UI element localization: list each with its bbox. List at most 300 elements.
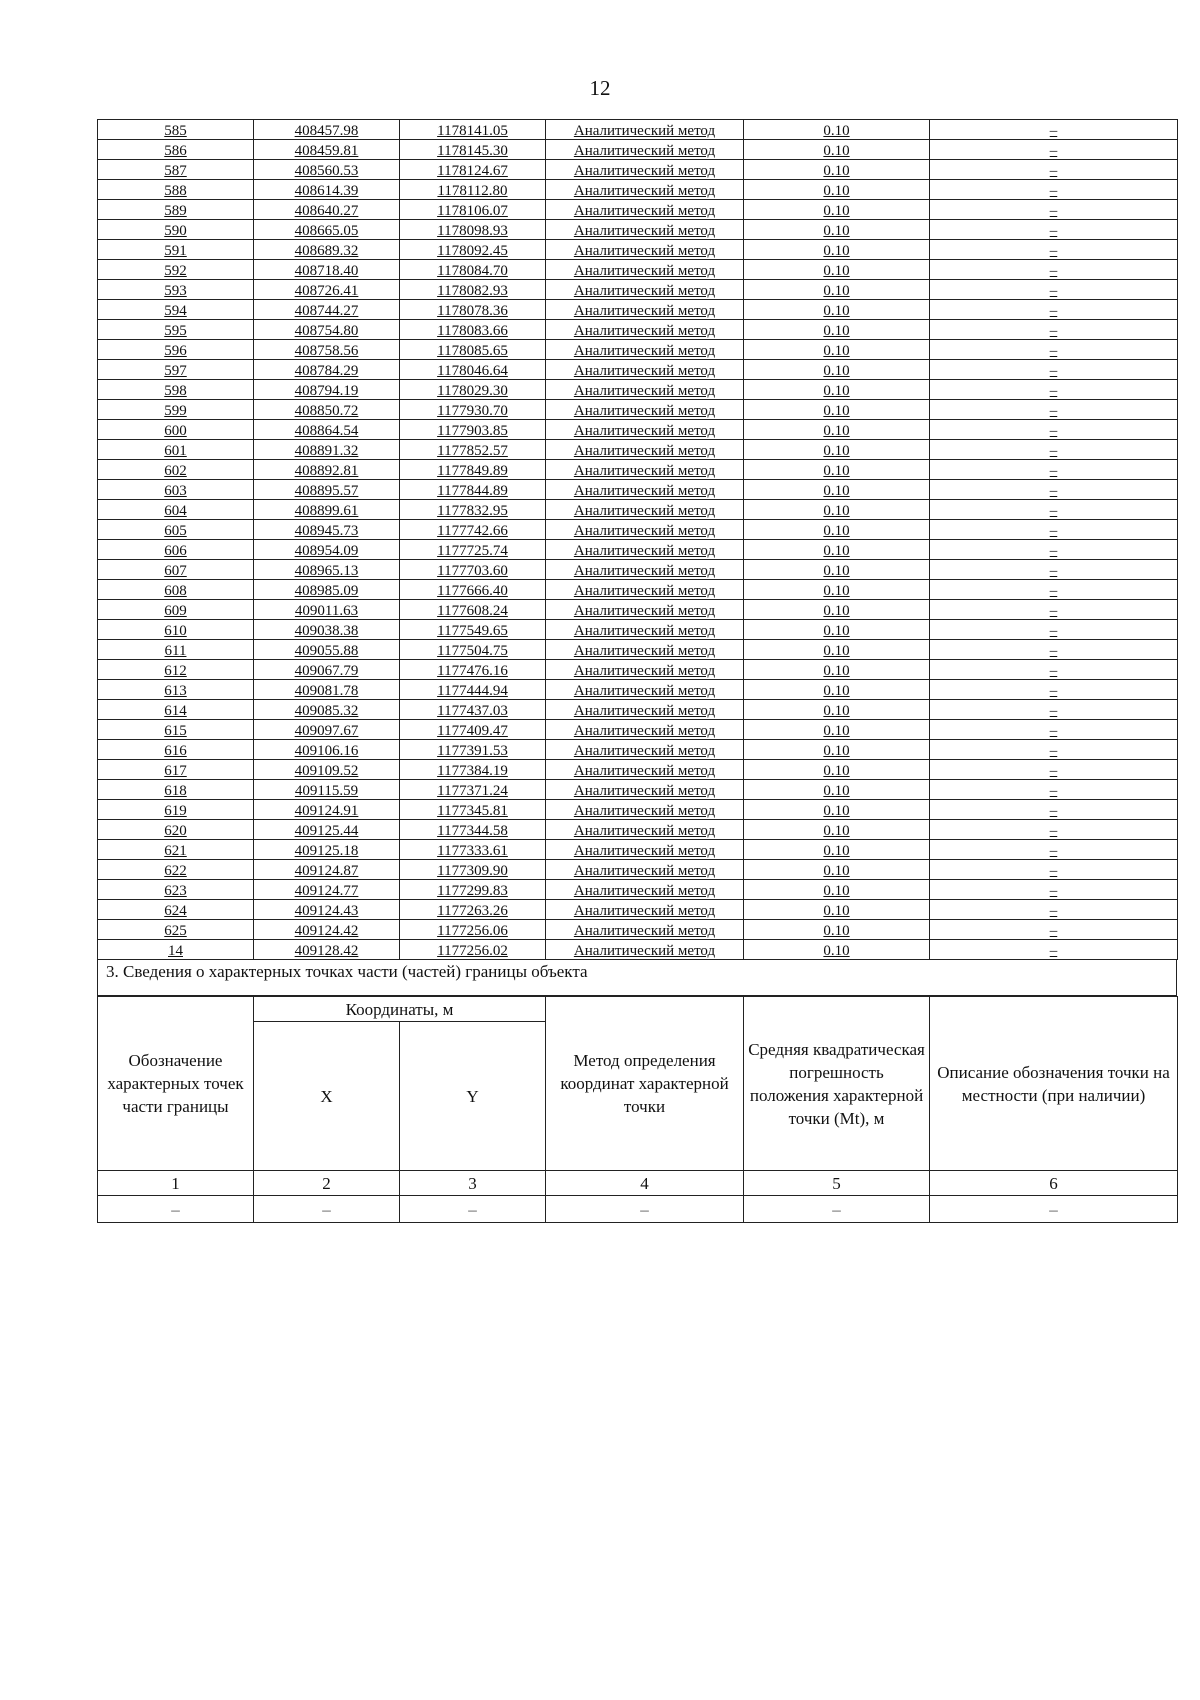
- y-coordinate-cell: [400, 900, 546, 920]
- x-coordinate-cell: [254, 640, 400, 660]
- table-row: [98, 920, 1178, 940]
- y-coordinate-cell-text: 1178029.30: [437, 383, 508, 399]
- method-cell: [546, 660, 744, 680]
- method-cell-text: Аналитический метод: [573, 283, 716, 299]
- point-number-cell: [98, 820, 254, 840]
- y-coordinate-cell-text: 1177903.85: [437, 423, 508, 439]
- description-cell: [930, 760, 1178, 780]
- description-cell: [930, 880, 1178, 900]
- method-cell: [546, 720, 744, 740]
- method-cell: [546, 760, 744, 780]
- accuracy-cell: [744, 120, 930, 140]
- y-coordinate-cell-text: 1178145.30: [437, 143, 508, 159]
- y-coordinate-cell: [400, 260, 546, 280]
- method-cell-text: Аналитический метод: [573, 763, 716, 779]
- accuracy-cell-text: 0.10: [823, 183, 850, 199]
- method-cell-text: Аналитический метод: [573, 403, 716, 419]
- point-number-cell-text: 614: [164, 703, 187, 719]
- y-coordinate-cell: [400, 680, 546, 700]
- point-number-cell: [98, 180, 254, 200]
- point-number-cell-text: 622: [164, 863, 187, 879]
- accuracy-cell: [744, 140, 930, 160]
- y-coordinate-cell: [400, 940, 546, 960]
- point-number-cell-text: 618: [164, 783, 187, 799]
- method-cell: [546, 520, 744, 540]
- method-cell-text: Аналитический метод: [573, 783, 716, 799]
- x-coordinate-cell: [254, 540, 400, 560]
- x-coordinate-cell-text: 409125.18: [294, 843, 359, 859]
- x-coordinate-cell: [254, 840, 400, 860]
- method-cell: [546, 480, 744, 500]
- method-cell: [546, 420, 744, 440]
- table-row: [98, 800, 1178, 820]
- x-coordinate-cell: [254, 220, 400, 240]
- y-coordinate-cell: [400, 740, 546, 760]
- x-coordinate-cell: [254, 620, 400, 640]
- y-coordinate-cell: [400, 320, 546, 340]
- y-coordinate-cell-text: 1178082.93: [437, 283, 508, 299]
- description-cell-text: –: [1049, 423, 1058, 439]
- description-cell-text: –: [1049, 663, 1058, 679]
- method-cell: [546, 440, 744, 460]
- y-coordinate-cell-text: 1177409.47: [437, 723, 508, 739]
- x-coordinate-cell: [254, 520, 400, 540]
- method-cell-text: Аналитический метод: [573, 123, 716, 139]
- x-coordinate-cell: [254, 760, 400, 780]
- x-coordinate-cell-text: 408850.72: [294, 403, 359, 419]
- accuracy-cell-text: 0.10: [823, 783, 850, 799]
- x-coordinate-cell-text: 408891.32: [294, 443, 359, 459]
- point-number-cell: [98, 320, 254, 340]
- description-cell-text: –: [1049, 363, 1058, 379]
- accuracy-cell: [744, 400, 930, 420]
- point-number-cell-text: 605: [164, 523, 187, 539]
- y-coordinate-cell-text: 1178092.45: [437, 243, 508, 259]
- description-cell-text: –: [1049, 443, 1058, 459]
- point-number-cell-text: 603: [164, 483, 187, 499]
- description-cell: [930, 360, 1178, 380]
- method-cell: [546, 900, 744, 920]
- point-number-cell: [98, 400, 254, 420]
- description-cell: [930, 380, 1178, 400]
- description-cell: [930, 320, 1178, 340]
- method-cell-text: Аналитический метод: [573, 563, 716, 579]
- table-row: [98, 780, 1178, 800]
- x-coordinate-cell-text: 408640.27: [294, 203, 359, 219]
- method-cell: [546, 820, 744, 840]
- part-points-table: [97, 996, 1178, 1223]
- description-cell-text: –: [1049, 563, 1058, 579]
- method-cell-text: Аналитический метод: [573, 303, 716, 319]
- point-number-cell-text: 619: [164, 803, 187, 819]
- point-number-cell-text: 593: [164, 283, 187, 299]
- y-coordinate-cell: [400, 480, 546, 500]
- accuracy-cell: [744, 880, 930, 900]
- x-coordinate-cell: [254, 860, 400, 880]
- table-row: [98, 640, 1178, 660]
- x-coordinate-cell-text: 409081.78: [294, 683, 359, 699]
- y-coordinate-cell-text: 1178124.67: [437, 163, 508, 179]
- point-number-cell-text: 596: [164, 343, 187, 359]
- accuracy-cell: [744, 480, 930, 500]
- description-cell-text: –: [1049, 863, 1058, 879]
- x-coordinate-cell-text: 408754.80: [294, 323, 359, 339]
- y-coordinate-cell: [400, 240, 546, 260]
- table-row: [98, 340, 1178, 360]
- point-number-cell-text: 598: [164, 383, 187, 399]
- y-coordinate-cell: [400, 440, 546, 460]
- description-cell: [930, 340, 1178, 360]
- point-number-cell-text: 601: [164, 443, 187, 459]
- x-coordinate-cell: [254, 500, 400, 520]
- description-cell-text: –: [1049, 843, 1058, 859]
- point-number-cell: [98, 720, 254, 740]
- x-coordinate-cell: [254, 120, 400, 140]
- point-number-cell: [98, 540, 254, 560]
- description-cell: [930, 480, 1178, 500]
- x-coordinate-cell-text: 409106.16: [294, 743, 359, 759]
- point-number-cell: [98, 620, 254, 640]
- method-cell: [546, 360, 744, 380]
- point-number-cell-text: 600: [164, 423, 187, 439]
- method-cell: [546, 940, 744, 960]
- x-coordinate-cell: [254, 600, 400, 620]
- point-number-cell: [98, 300, 254, 320]
- method-cell: [546, 200, 744, 220]
- x-coordinate-cell: [254, 820, 400, 840]
- x-coordinate-cell-text: 408784.29: [294, 363, 359, 379]
- accuracy-cell-text: 0.10: [823, 923, 850, 939]
- description-cell-text: –: [1049, 503, 1058, 519]
- y-coordinate-cell: [400, 160, 546, 180]
- description-cell: [930, 660, 1178, 680]
- accuracy-cell: [744, 760, 930, 780]
- x-coordinate-cell: [254, 200, 400, 220]
- description-cell-text: –: [1049, 163, 1058, 179]
- accuracy-cell-text: 0.10: [823, 323, 850, 339]
- accuracy-cell-text: 0.10: [823, 143, 850, 159]
- x-coordinate-cell-text: 408718.40: [294, 263, 359, 279]
- point-number-cell-text: 588: [164, 183, 187, 199]
- x-coordinate-cell-text: 408965.13: [294, 563, 359, 579]
- accuracy-cell-text: 0.10: [823, 503, 850, 519]
- x-coordinate-cell-text: 408459.81: [294, 143, 359, 159]
- empty-data-row: [98, 1196, 1178, 1223]
- x-coordinate-cell-text: 408560.53: [294, 163, 359, 179]
- method-cell-text: Аналитический метод: [573, 803, 716, 819]
- method-cell: [546, 640, 744, 660]
- accuracy-cell: [744, 260, 930, 280]
- accuracy-cell: [744, 500, 930, 520]
- x-coordinate-cell-text: 408614.39: [294, 183, 359, 199]
- description-cell: [930, 620, 1178, 640]
- method-cell-text: Аналитический метод: [573, 903, 716, 919]
- point-number-cell: [98, 940, 254, 960]
- x-coordinate-cell: [254, 880, 400, 900]
- method-cell-text: Аналитический метод: [573, 683, 716, 699]
- description-cell: [930, 220, 1178, 240]
- method-cell: [546, 560, 744, 580]
- point-number-cell-text: 604: [164, 503, 187, 519]
- accuracy-cell: [744, 240, 930, 260]
- accuracy-cell-text: 0.10: [823, 203, 850, 219]
- accuracy-cell-text: 0.10: [823, 843, 850, 859]
- accuracy-cell-text: 0.10: [823, 623, 850, 639]
- method-cell-text: Аналитический метод: [573, 143, 716, 159]
- description-cell-text: –: [1049, 383, 1058, 399]
- description-cell-text: –: [1049, 943, 1058, 959]
- table-row: [98, 460, 1178, 480]
- accuracy-cell-text: 0.10: [823, 883, 850, 899]
- x-coordinate-cell: [254, 720, 400, 740]
- table-row: [98, 560, 1178, 580]
- method-cell-text: Аналитический метод: [573, 483, 716, 499]
- y-coordinate-cell: [400, 820, 546, 840]
- table-row: [98, 880, 1178, 900]
- y-coordinate-cell: [400, 200, 546, 220]
- accuracy-cell-text: 0.10: [823, 423, 850, 439]
- y-coordinate-cell-text: 1177725.74: [437, 543, 508, 559]
- x-coordinate-cell: [254, 900, 400, 920]
- y-coordinate-cell: [400, 540, 546, 560]
- y-coordinate-cell: [400, 180, 546, 200]
- description-cell: [930, 440, 1178, 460]
- method-cell-text: Аналитический метод: [573, 583, 716, 599]
- y-coordinate-cell-text: 1177849.89: [437, 463, 508, 479]
- accuracy-cell-text: 0.10: [823, 703, 850, 719]
- y-coordinate-cell: [400, 700, 546, 720]
- y-coordinate-cell-text: 1177345.81: [437, 803, 508, 819]
- description-cell-text: –: [1049, 183, 1058, 199]
- description-cell: [930, 140, 1178, 160]
- accuracy-cell-text: 0.10: [823, 603, 850, 619]
- table-row: [98, 600, 1178, 620]
- x-coordinate-cell: [254, 400, 400, 420]
- method-cell-text: Аналитический метод: [573, 723, 716, 739]
- table-row: [98, 900, 1178, 920]
- y-coordinate-cell-text: 1178085.65: [437, 343, 508, 359]
- accuracy-cell: [744, 440, 930, 460]
- description-cell-text: –: [1049, 263, 1058, 279]
- accuracy-cell: [744, 460, 930, 480]
- header-description: Описание обозначения точки на местности (при наличии): [930, 997, 1178, 1171]
- point-number-cell-text: 609: [164, 603, 187, 619]
- table-row: [98, 120, 1178, 140]
- accuracy-cell-text: 0.10: [823, 243, 850, 259]
- method-cell: [546, 740, 744, 760]
- description-cell-text: –: [1049, 823, 1058, 839]
- header-mean-error: [744, 997, 930, 1171]
- x-coordinate-cell: [254, 800, 400, 820]
- point-number-cell-text: 592: [164, 263, 187, 279]
- x-coordinate-cell: [254, 380, 400, 400]
- accuracy-cell: [744, 560, 930, 580]
- x-coordinate-cell-text: 409124.77: [294, 883, 359, 899]
- table-row: [98, 820, 1178, 840]
- description-cell-text: –: [1049, 803, 1058, 819]
- column-number: 4: [546, 1171, 744, 1196]
- x-coordinate-cell: [254, 580, 400, 600]
- accuracy-cell-text: 0.10: [823, 123, 850, 139]
- table-row: [98, 400, 1178, 420]
- description-cell-text: –: [1049, 283, 1058, 299]
- accuracy-cell: [744, 940, 930, 960]
- point-number-cell-text: 620: [164, 823, 187, 839]
- y-coordinate-cell-text: 1178141.05: [437, 123, 508, 139]
- method-cell: [546, 340, 744, 360]
- y-coordinate-cell: [400, 860, 546, 880]
- method-cell-text: Аналитический метод: [573, 823, 716, 839]
- y-coordinate-cell: [400, 580, 546, 600]
- y-coordinate-cell: [400, 520, 546, 540]
- point-number-cell: [98, 740, 254, 760]
- x-coordinate-cell: [254, 480, 400, 500]
- description-cell: [930, 420, 1178, 440]
- method-cell: [546, 400, 744, 420]
- accuracy-cell: [744, 160, 930, 180]
- point-number-cell: [98, 200, 254, 220]
- description-cell-text: –: [1049, 903, 1058, 919]
- y-coordinate-cell-text: 1177384.19: [437, 763, 508, 779]
- x-coordinate-cell-text: 408892.81: [294, 463, 359, 479]
- description-cell-text: –: [1049, 583, 1058, 599]
- description-cell-text: –: [1049, 483, 1058, 499]
- description-cell-text: –: [1049, 523, 1058, 539]
- x-coordinate-cell: [254, 420, 400, 440]
- point-number-cell: [98, 840, 254, 860]
- point-number-cell: [98, 440, 254, 460]
- table-row: [98, 700, 1178, 720]
- description-cell-text: –: [1049, 743, 1058, 759]
- x-coordinate-cell-text: 408457.98: [294, 123, 359, 139]
- point-number-cell-text: 586: [164, 143, 187, 159]
- x-coordinate-cell-text: 409109.52: [294, 763, 359, 779]
- accuracy-cell-text: 0.10: [823, 823, 850, 839]
- accuracy-cell: [744, 200, 930, 220]
- x-coordinate-cell: [254, 660, 400, 680]
- point-number-cell-text: 589: [164, 203, 187, 219]
- method-cell-text: Аналитический метод: [573, 663, 716, 679]
- description-cell: [930, 560, 1178, 580]
- method-cell-text: Аналитический метод: [573, 503, 716, 519]
- column-numbers-row: [98, 1171, 1178, 1196]
- method-cell: [546, 260, 744, 280]
- accuracy-cell-text: 0.10: [823, 383, 850, 399]
- point-number-cell-text: 597: [164, 363, 187, 379]
- point-number-cell: [98, 380, 254, 400]
- accuracy-cell: [744, 580, 930, 600]
- x-coordinate-cell-text: 408689.32: [294, 243, 359, 259]
- accuracy-cell-text: 0.10: [823, 543, 850, 559]
- method-cell: [546, 580, 744, 600]
- point-number-cell: [98, 500, 254, 520]
- accuracy-cell-text: 0.10: [823, 683, 850, 699]
- x-coordinate-cell-text: 409124.42: [294, 923, 359, 939]
- accuracy-cell: [744, 740, 930, 760]
- x-coordinate-cell-text: 408758.56: [294, 343, 359, 359]
- table-row: [98, 500, 1178, 520]
- point-number-cell-text: 607: [164, 563, 187, 579]
- description-cell: [930, 700, 1178, 720]
- x-coordinate-cell-text: 408985.09: [294, 583, 359, 599]
- point-number-cell-text: 624: [164, 903, 187, 919]
- description-cell: [930, 120, 1178, 140]
- point-number-cell: [98, 140, 254, 160]
- x-coordinate-cell: [254, 940, 400, 960]
- header-coordinates: Координаты, м: [254, 997, 546, 1022]
- empty-cell: –: [400, 1196, 546, 1223]
- point-number-cell: [98, 120, 254, 140]
- description-cell: [930, 740, 1178, 760]
- x-coordinate-cell: [254, 460, 400, 480]
- y-coordinate-cell: [400, 460, 546, 480]
- accuracy-cell-text: 0.10: [823, 943, 850, 959]
- accuracy-cell: [744, 920, 930, 940]
- description-cell-text: –: [1049, 303, 1058, 319]
- document-sheet: [97, 119, 1177, 1223]
- y-coordinate-cell-text: 1177608.24: [437, 603, 508, 619]
- method-cell: [546, 220, 744, 240]
- page-number: 12: [589, 76, 611, 100]
- accuracy-cell-text: 0.10: [823, 563, 850, 579]
- x-coordinate-cell-text: 408954.09: [294, 543, 359, 559]
- accuracy-cell: [744, 800, 930, 820]
- accuracy-cell-text: 0.10: [823, 803, 850, 819]
- accuracy-cell-text: 0.10: [823, 223, 850, 239]
- point-number-cell: [98, 240, 254, 260]
- y-coordinate-cell-text: 1178083.66: [437, 323, 508, 339]
- description-cell: [930, 800, 1178, 820]
- method-cell: [546, 600, 744, 620]
- point-number-cell-text: 613: [164, 683, 187, 699]
- method-cell-text: Аналитический метод: [573, 163, 716, 179]
- y-coordinate-cell-text: 1177391.53: [437, 743, 508, 759]
- point-number-cell: [98, 580, 254, 600]
- point-number-cell-text: 590: [164, 223, 187, 239]
- description-cell: [930, 840, 1178, 860]
- description-cell: [930, 720, 1178, 740]
- method-cell-text: Аналитический метод: [573, 923, 716, 939]
- x-coordinate-cell: [254, 180, 400, 200]
- y-coordinate-cell-text: 1178084.70: [437, 263, 508, 279]
- point-number-cell: [98, 280, 254, 300]
- header-point-designation: Обозначение характерных точек части границы: [98, 997, 254, 1171]
- accuracy-cell-text: 0.10: [823, 363, 850, 379]
- x-coordinate-cell-text: 408899.61: [294, 503, 359, 519]
- method-cell-text: Аналитический метод: [573, 863, 716, 879]
- description-cell: [930, 280, 1178, 300]
- accuracy-cell: [744, 360, 930, 380]
- x-coordinate-cell-text: 409085.32: [294, 703, 359, 719]
- accuracy-cell: [744, 300, 930, 320]
- point-number-cell-text: 606: [164, 543, 187, 559]
- y-coordinate-cell-text: 1177371.24: [437, 783, 508, 799]
- accuracy-cell: [744, 520, 930, 540]
- table-row: [98, 380, 1178, 400]
- x-coordinate-cell: [254, 320, 400, 340]
- method-cell-text: Аналитический метод: [573, 203, 716, 219]
- accuracy-cell: [744, 820, 930, 840]
- description-cell-text: –: [1049, 243, 1058, 259]
- x-coordinate-cell: [254, 920, 400, 940]
- point-number-cell: [98, 920, 254, 940]
- column-number: 1: [98, 1171, 254, 1196]
- table-row: [98, 940, 1178, 960]
- point-number-cell: [98, 760, 254, 780]
- y-coordinate-cell-text: 1177256.06: [437, 923, 508, 939]
- header-method: Метод определения координат характерной точки: [546, 997, 744, 1171]
- method-cell: [546, 460, 744, 480]
